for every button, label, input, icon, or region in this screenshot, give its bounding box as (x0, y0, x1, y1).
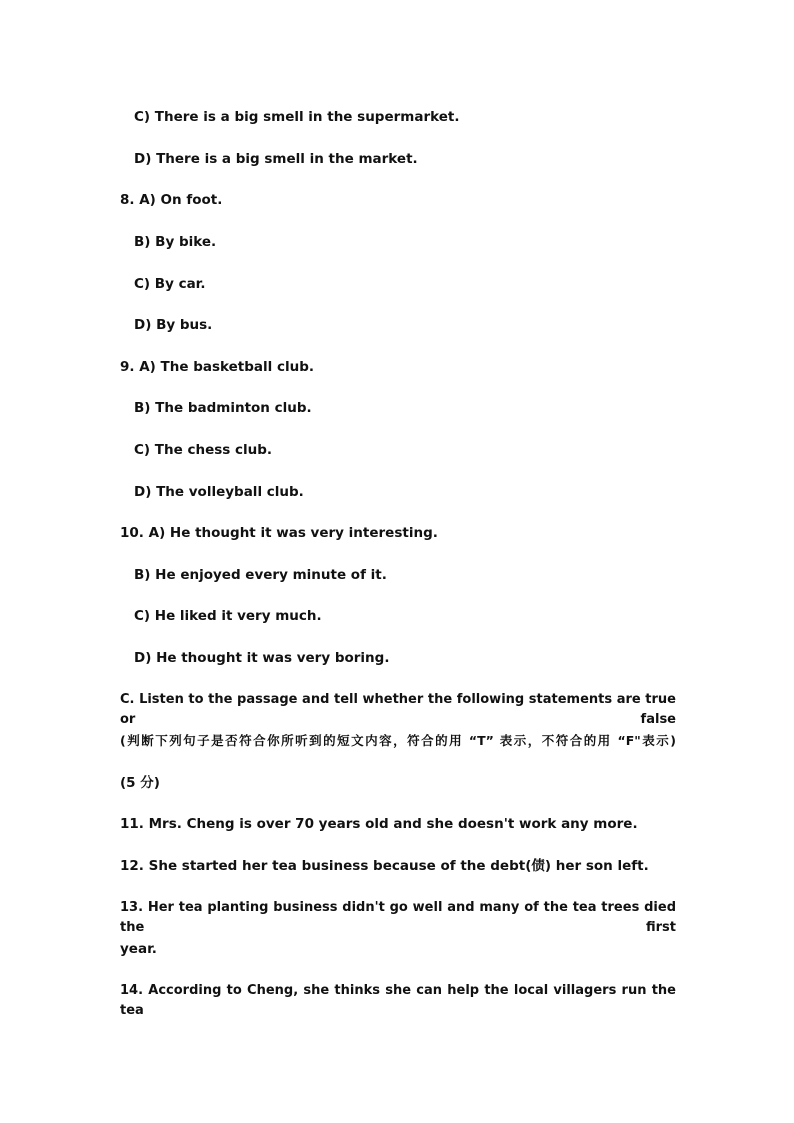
q7-option-d: D) There is a big smell in the market. (134, 151, 418, 167)
q10-option-d: D) He thought it was very boring. (134, 650, 390, 666)
section-c-heading: C. Listen to the passage and tell whether the following statements are true or false (120, 692, 676, 727)
q10-option-c: C) He liked it very much. (134, 608, 322, 624)
section-c-instruction: (判断下列句子是否符合你所听到的短文内容，符合的用 “T” 表示，不符合的用 “F"表示) (120, 733, 676, 748)
q9-option-d: D) The volleyball club. (134, 484, 304, 500)
q8-option-b: B) By bike. (134, 234, 217, 250)
q8-option-c: C) By car. (134, 276, 206, 292)
statement-13: 13. Her tea planting business didn't go well and many of the tea trees died the first (120, 900, 676, 935)
statement-12: 12. She started her tea business because of the debt(债) her son left. (120, 858, 649, 874)
q8-option-d: D) By bus. (134, 317, 213, 333)
section-c-points: (5 分) (120, 775, 160, 791)
q8-stem: 8. A) On foot. (120, 192, 223, 208)
statement-14: 14. According to Cheng, she thinks she can help the local villagers run the tea (120, 983, 676, 1018)
q10-option-b: B) He enjoyed every minute of it. (134, 567, 387, 583)
q7-option-c: C) There is a big smell in the supermarket. (134, 109, 460, 125)
statement-11: 11. Mrs. Cheng is over 70 years old and she doesn't work any more. (120, 816, 638, 832)
q9-option-c: C) The chess club. (134, 442, 273, 458)
q9-stem: 9. A) The basketball club. (120, 359, 315, 375)
q10-stem: 10. A) He thought it was very interesting. (120, 525, 438, 541)
q9-option-b: B) The badminton club. (134, 400, 312, 416)
statement-13-continued: year. (120, 941, 157, 957)
